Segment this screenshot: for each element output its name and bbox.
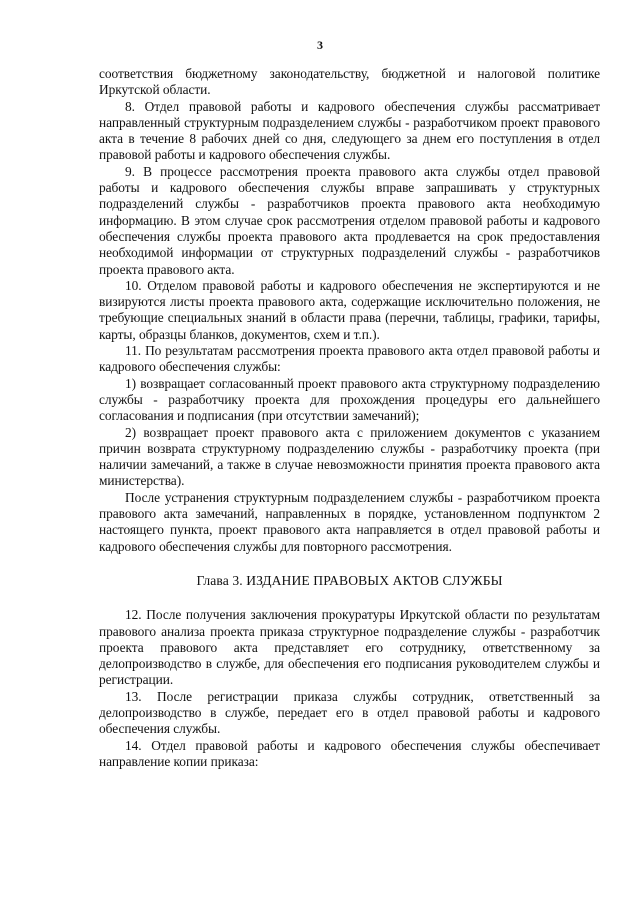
paragraph-item-10: 10. Отделом правовой работы и кадрового обеспечения не экспертируются и не визируются листы проекта правового акта, содержащие исключительно положения, не требующие специальных знаний в области права (перечни, таблицы, графики, тарифы, карты, образцы бланков, документов, схем и т.п.). xyxy=(99,277,600,342)
paragraph-item-13: 13. После регистрации приказа службы сотрудник, ответственный за делопроизводство в службе, передает его в отдел правовой работы и кадрового обеспечения службы. xyxy=(99,688,600,737)
paragraph-continuation: соответствия бюджетному законодательству, бюджетной и налоговой политике Иркутской области. xyxy=(99,66,600,98)
paragraph-subitem-2: 2) возвращает проект правового акта с приложением документов с указанием причин возврата структурному подразделению службы - разработчику проекта (при наличии замечаний, а также в случае невозможности принятия проекта правового акта министерства). xyxy=(99,424,600,489)
paragraph-subitem-1: 1) возвращает согласованный проект правового акта структурному подразделению службы - разработчику проекта для прохождения процедуры его дальнейшего согласования и подписания (при отсутствии замечаний); xyxy=(99,375,600,424)
paragraph-item-9: 9. В процессе рассмотрения проекта правового акта службы отдел правовой работы и кадрового обеспечения службы вправе запрашивать у структурных подразделений службы - разработчиков проекта правового акта необходимую информацию. В этом случае срок рассмотрения отделом правовой работы и кадрового обеспечения службы проекта правового акта продлевается на срок предоставления необходимой информации от структурных подразделений службы - разработчиков проекта правового акта. xyxy=(99,163,600,277)
paragraph-item-11: 11. По результатам рассмотрения проекта правового акта отдел правовой работы и кадрового обеспечения службы: xyxy=(99,343,600,375)
document-body xyxy=(99,66,600,770)
paragraph-resubmission: После устранения структурным подразделением службы - разработчиком проекта правового акта замечаний, направленных в порядке, установленном подпунктом 2 настоящего пункта, проект правового акта направляется в отдел правовой работы и кадрового обеспечения службы для повторного рассмотрения. xyxy=(99,489,600,554)
chapter-heading: Глава 3. ИЗДАНИЕ ПРАВОВЫХ АКТОВ СЛУЖБЫ xyxy=(196,572,503,588)
paragraph-item-12: 12. После получения заключения прокуратуры Иркутской области по результатам правового анализа проекта приказа структурное подразделение службы - разработчик проекта правового акта представляет его сотруднику, ответственному за делопроизводство в службе, для обеспечения его подписания руководителем службы и регистрации. xyxy=(99,607,600,688)
page-number: 3 xyxy=(317,38,323,52)
paragraph-item-8: 8. Отдел правовой работы и кадрового обеспечения службы рассматривает направленный структурным подразделением службы - разработчиком проект правового акта в течение 8 рабочих дней со дня, следующего за днем его поступления в отдел правовой работы и кадрового обеспечения службы. xyxy=(99,98,600,163)
paragraph-item-14: 14. Отдел правовой работы и кадрового обеспечения службы обеспечивает направление копии приказа: xyxy=(99,737,600,769)
